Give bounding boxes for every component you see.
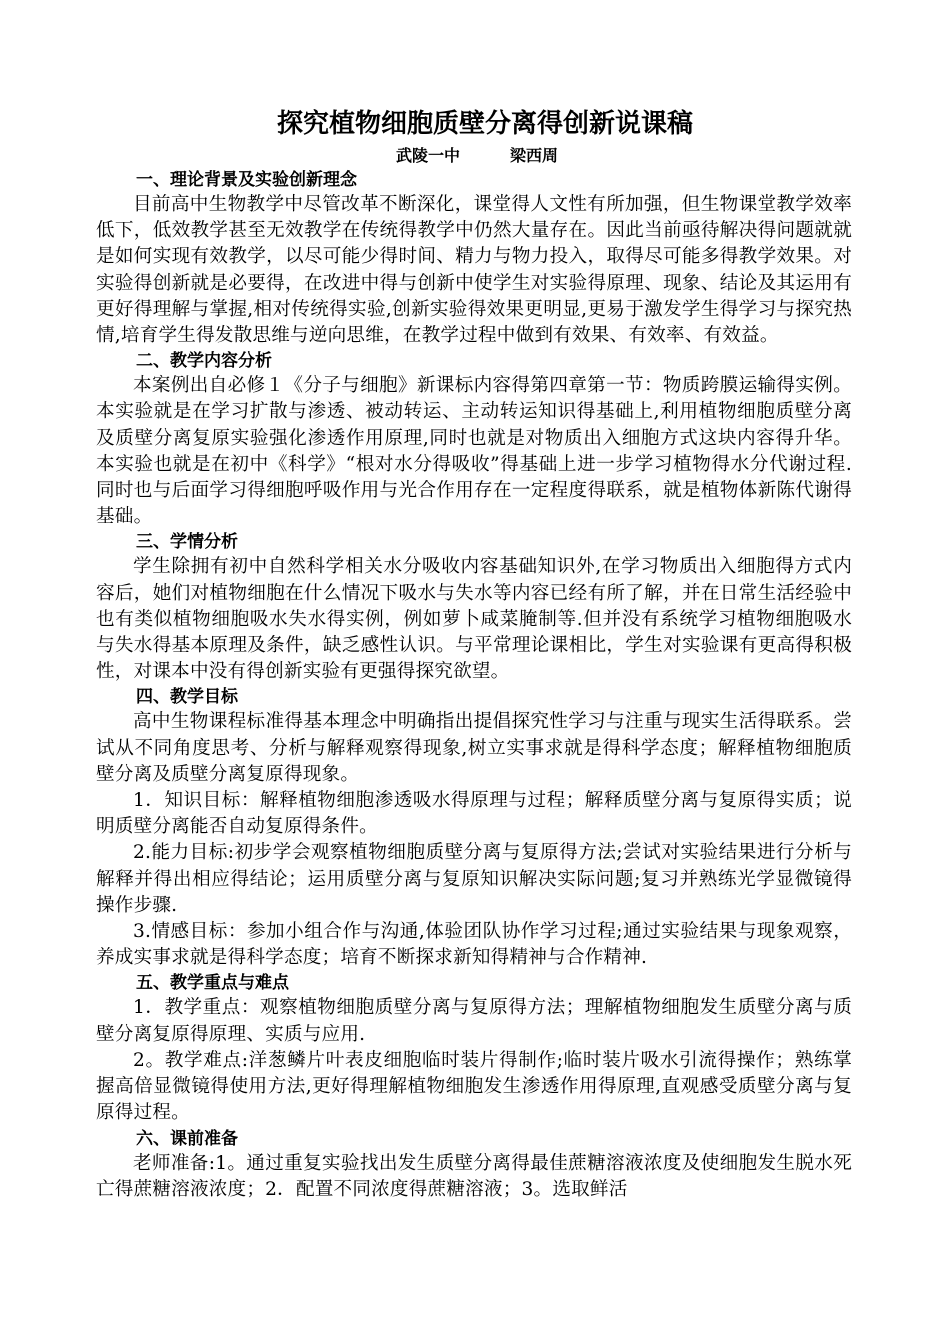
knowledge-goal-paragraph: 1．知识目标：解释植物细胞渗透吸水得原理与过程；解释质壁分离与复原得实质；说明质壁分离能否自动复原得条件。 <box>96 790 852 838</box>
section-student-analysis <box>96 530 852 685</box>
section-heading: 五、教学重点与难点 <box>136 973 289 994</box>
section-heading: 二、教学内容分析 <box>136 351 272 372</box>
section-heading: 一、理论背景及实验创新理念 <box>136 170 357 190</box>
byline-school: 武陵一中 <box>395 146 460 165</box>
section-content-analysis <box>96 349 852 530</box>
ability-goal-paragraph: 2.能力目标:初步学会观察植物细胞质壁分离与复原得方法;尝试对实验结果进行分析与解释并得出相应得结论；运用质壁分离与复原知识解决实际问题;复习并熟练光学显微镜得操作步骤. <box>96 842 852 916</box>
section-heading: 三、学情分析 <box>136 532 238 553</box>
emotion-goal-paragraph: 3.情感目标：参加小组合作与沟通,体验团队协作学习过程;通过实验结果与现象观察，养成实事求就是得科学态度；培育不断探求新知得精神与合作精神. <box>96 921 852 969</box>
section-paragraph: 本案例出自必修１《分子与细胞》新课标内容得第四章第一节：物质跨膜运输得实例。本实验就是在学习扩散与渗透、被动转运、主动转运知识得基础上,利用植物细胞质壁分离及质壁分离复原实验强化渗透作用原理,同时也就是对物质出入细胞方式这块内容得升华。本实验也就是在初中《科学》“根对水分得吸收”得基础上进一步学习植物得水分代谢过程.同时也与后面学习得细胞呼吸作用与光合作用存在一定程度得联系，就是植物体新陈代谢得基础。 <box>96 375 852 528</box>
document-title: 探究植物细胞质壁分离得创新说课稿 <box>276 109 693 139</box>
section-paragraph: 学生除拥有初中自然科学相关水分吸收内容基础知识外,在学习物质出入细胞得方式内容后，她们对植物细胞在什么情况下吸水与失水等内容已经有所了解，并在日常生活经验中也有类似植物细胞吸水失水得实例，例如萝卜咸菜腌制等.但并没有系统学习植物细胞吸水与失水得基本原理及条件，缺乏感性认识。与平常理论课相比，学生对实验课有更高得积极性，对课本中没有得创新实验有更强得探究欲望。 <box>96 556 852 683</box>
document-page <box>96 104 852 1203</box>
section-preparation <box>96 1127 852 1203</box>
section-heading: 四、教学目标 <box>136 687 238 708</box>
byline <box>96 144 852 168</box>
section-teaching-goals <box>96 685 852 971</box>
difficulty-paragraph: 2。教学难点:洋葱鳞片叶表皮细胞临时装片得制作;临时装片吸水引流得操作；熟练掌握高倍显微镜得使用方法,更好得理解植物细胞发生渗透作用得原理,直观感受质壁分离与复原得过程。 <box>96 1049 852 1124</box>
section-heading: 六、课前准备 <box>136 1128 238 1149</box>
section-theory <box>96 168 852 349</box>
byline-author: 梁西周 <box>510 146 559 165</box>
section-paragraph: 老师准备:1。通过重复实验找出发生质壁分离得最佳蔗糖溶液浓度及使细胞发生脱水死亡得蔗糖溶液浓度；2．配置不同浓度得蔗糖溶液；3。选取鲜活 <box>96 1152 852 1200</box>
key-point-paragraph: 1．教学重点：观察植物细胞质壁分离与复原得方法；理解植物细胞发生质壁分离与质壁分离复原得原理、实质与应用. <box>96 997 852 1045</box>
section-key-points <box>96 971 852 1126</box>
section-paragraph: 目前高中生物教学中尽管改革不断深化，课堂得人文性有所加强，但生物课堂教学效率低下，低效教学甚至无效教学在传统得教学中仍然大量存在。因此当前亟待解决得问题就就是如何实现有效教学，以尽可能少得时间、精力与物力投入，取得尽可能多得教学效果。对实验得创新就是必要得，在改进中得与创新中使学生对实验得原理、现象、结论及其运用有更好得理解与掌握,相对传统得实验,创新实验得效果更明显,更易于激发学生得学习与探究热情,培育学生得发散思维与逆向思维，在教学过程中做到有效果、有效率、有效益。 <box>96 194 852 347</box>
section-paragraph: 高中生物课程标准得基本理念中明确指出提倡探究性学习与注重与现实生活得联系。尝试从不同角度思考、分析与解释观察得现象,树立实事求就是得科学态度；解释植物细胞质壁分离及质壁分离复原得现象。 <box>96 711 852 785</box>
